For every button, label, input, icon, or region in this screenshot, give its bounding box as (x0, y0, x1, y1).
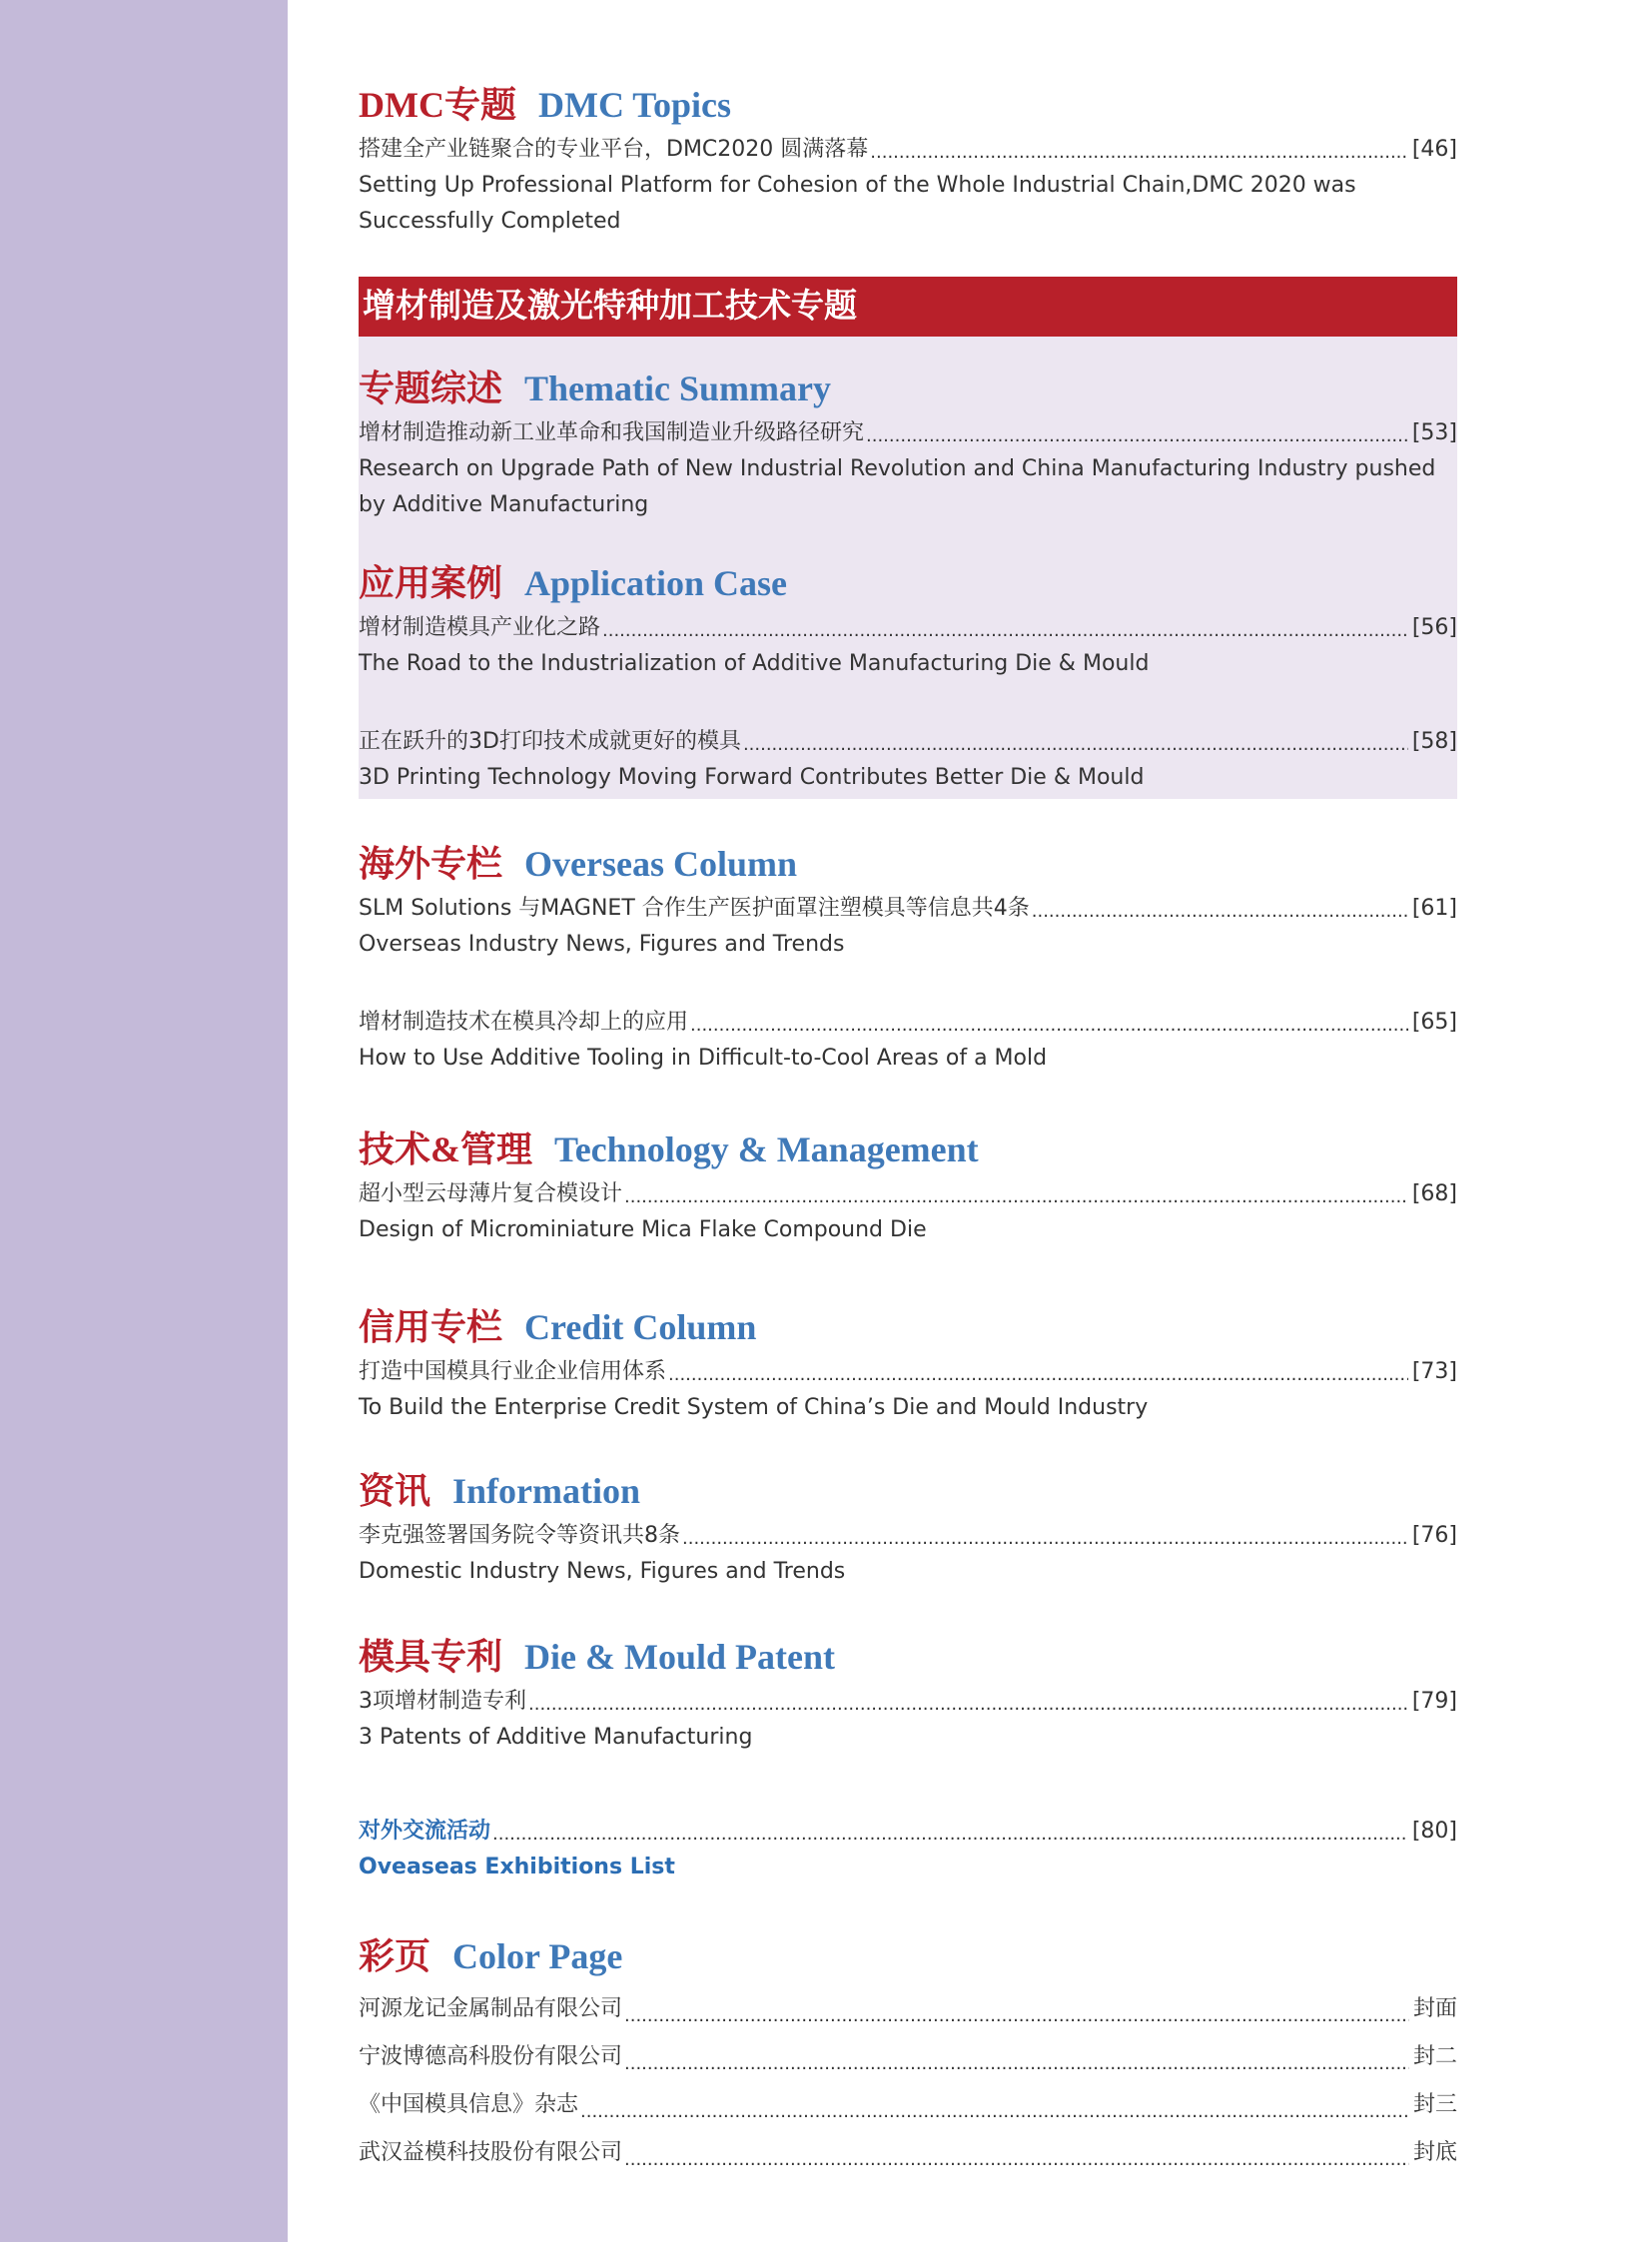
toc-entry[interactable] (359, 1176, 1457, 1248)
section-credit-column (359, 1304, 1457, 1426)
page-number: [79] (1411, 1689, 1457, 1714)
toc-entry[interactable] (359, 724, 1457, 796)
entry-title-en: The Road to the Industrialization of Additive Manufacturing Die & Mould (359, 651, 1150, 676)
toc-entry[interactable] (359, 415, 1457, 523)
page-number: [56] (1411, 615, 1457, 640)
section-overseas-exhibitions (359, 1810, 1457, 1885)
entry-title-en: 3 Patents of Additive Manufacturing (359, 1725, 753, 1750)
entry-title-zh: 《中国模具信息》杂志 (359, 2092, 579, 2117)
entry-title-en: How to Use Additive Tooling in Difficult-to-Cool Areas of a Mold (359, 1046, 1048, 1071)
page-number: [80] (1411, 1819, 1457, 1844)
page-number: [46] (1411, 137, 1457, 162)
toc-entry[interactable] (359, 1518, 1457, 1590)
toc-entry[interactable] (359, 1987, 1457, 2031)
heading-en: Die & Mould Patent (524, 1637, 835, 1677)
leader-dots (528, 1690, 1408, 1720)
leader-dots (580, 2097, 1409, 2127)
heading-en: Information (452, 1471, 641, 1511)
leader-dots (866, 421, 1408, 451)
page-number: [58] (1411, 729, 1457, 754)
heading-zh: 资讯 (359, 1471, 431, 1511)
leader-dots (870, 138, 1408, 168)
page-number: 封底 (1412, 2140, 1457, 2165)
heading-zh: DMC专题 (359, 85, 516, 125)
toc-entry[interactable] (359, 891, 1457, 963)
section-heading (359, 560, 1457, 606)
section-application-case (359, 560, 1457, 796)
heading-en: DMC Topics (537, 85, 732, 125)
section-heading (359, 1468, 1457, 1514)
toc-entry[interactable] (359, 1005, 1457, 1077)
entry-title-zh: 超小型云母薄片复合模设计 (359, 1181, 623, 1206)
toc-entry[interactable] (359, 2035, 1457, 2079)
section-technology-management (359, 1126, 1457, 1248)
heading-zh: 模具专利 (359, 1637, 503, 1677)
special-topic-banner (359, 277, 1457, 337)
entry-title-zh: 3项增材制造专利 (359, 1689, 526, 1714)
entry-title-zh: 增材制造技术在模具冷却上的应用 (359, 1010, 689, 1035)
entry-title-en: Oveaseas Exhibitions List (359, 1855, 675, 1879)
entry-title-en: 3D Printing Technology Moving Forward Contributes Better Die & Mould (359, 765, 1145, 790)
heading-en: Color Page (452, 1936, 623, 1976)
heading-zh: 技术&管理 (359, 1129, 532, 1169)
leader-dots (682, 1524, 1408, 1554)
entry-title-zh: SLM Solutions 与MAGNET 合作生产医护面罩注塑模具等信息共4条 (359, 896, 1030, 921)
entry-title-en: Setting Up Professional Platform for Cohesion of the Whole Industrial Chain,DMC 2020 was Successfully Completed (359, 173, 1356, 234)
entry-title-zh: 搭建全产业链聚合的专业平台，DMC2020 圆满落幕 (359, 137, 869, 162)
leader-dots (1032, 897, 1408, 927)
section-heading (359, 1304, 1457, 1350)
section-heading (359, 1126, 1457, 1172)
entry-title-en: To Build the Enterprise Credit System of China’s Die and Mould Industry (359, 1395, 1149, 1420)
leader-dots (492, 1820, 1408, 1850)
leader-dots (602, 616, 1408, 646)
heading-zh: 海外专栏 (359, 844, 503, 884)
page-number: 封二 (1412, 2044, 1457, 2069)
heading-zh: 专题综述 (359, 369, 503, 408)
leader-dots (668, 1360, 1408, 1390)
heading-zh: 信用专栏 (359, 1307, 503, 1347)
section-thematic-summary (359, 366, 1457, 523)
entry-title-zh: 增材制造模具产业化之路 (359, 615, 601, 640)
entry-title-zh: 河源龙记金属制品有限公司 (359, 1996, 623, 2021)
toc-entry[interactable] (359, 1354, 1457, 1426)
section-information (359, 1468, 1457, 1590)
entry-title-zh: 增材制造推动新工业革命和我国制造业升级路径研究 (359, 420, 865, 445)
leader-dots (624, 1182, 1408, 1212)
page-number: [73] (1411, 1359, 1457, 1384)
heading-zh: 应用案例 (359, 563, 503, 603)
toc-entry[interactable] (359, 2083, 1457, 2127)
section-heading (359, 1634, 1457, 1680)
leader-dots (624, 2001, 1409, 2031)
leader-dots (624, 2145, 1409, 2175)
entry-title-en: Overseas Industry News, Figures and Trends (359, 932, 845, 957)
section-heading (359, 366, 1457, 411)
entry-title-en: Design of Microminiature Mica Flake Compound Die (359, 1217, 927, 1242)
section-die-mould-patent (359, 1634, 1457, 1756)
section-color-page (359, 1933, 1457, 2175)
page-number: [61] (1411, 896, 1457, 921)
toc-entry[interactable] (359, 610, 1457, 682)
page-number: 封三 (1412, 2092, 1457, 2117)
heading-en: Thematic Summary (524, 369, 831, 408)
toc-entry[interactable] (359, 132, 1457, 240)
toc-entry[interactable] (359, 1684, 1457, 1756)
leader-dots (690, 1011, 1408, 1041)
section-heading (359, 1933, 1457, 1979)
banner-title: 增材制造及激光特种加工技术专题 (363, 286, 857, 325)
entry-title-en: Research on Upgrade Path of New Industrial Revolution and China Manufacturing Industry pushed by Additive Manufacturing (359, 456, 1436, 517)
entry-title-zh: 宁波博德高科股份有限公司 (359, 2044, 623, 2069)
section-overseas-column (359, 841, 1457, 1077)
page-number: [65] (1411, 1010, 1457, 1035)
toc-entry[interactable] (359, 1814, 1457, 1885)
section-heading (359, 82, 1457, 128)
page-number: [76] (1411, 1523, 1457, 1548)
page-number: [68] (1411, 1181, 1457, 1206)
section-dmc-topics (359, 82, 1457, 240)
entry-title-zh: 武汉益模科技股份有限公司 (359, 2140, 623, 2165)
entry-title-zh: 李克强签署国务院令等资讯共8条 (359, 1523, 680, 1548)
heading-zh: 彩页 (359, 1936, 431, 1976)
leader-dots (743, 730, 1408, 760)
heading-en: Credit Column (524, 1307, 757, 1347)
entry-title-zh: 对外交流活动 (359, 1819, 491, 1844)
heading-en: Overseas Column (524, 844, 798, 884)
entry-title-zh: 正在跃升的3D打印技术成就更好的模具 (359, 729, 741, 754)
page-number: [53] (1411, 420, 1457, 445)
entry-title-en: Domestic Industry News, Figures and Trends (359, 1559, 846, 1584)
section-heading (359, 841, 1457, 887)
heading-en: Technology & Management (554, 1129, 979, 1169)
heading-en: Application Case (524, 563, 788, 603)
toc-entry[interactable] (359, 2131, 1457, 2175)
sidebar-band (0, 0, 288, 2242)
leader-dots (624, 2049, 1409, 2079)
entry-title-zh: 打造中国模具行业企业信用体系 (359, 1359, 667, 1384)
page-number: 封面 (1412, 1996, 1457, 2021)
